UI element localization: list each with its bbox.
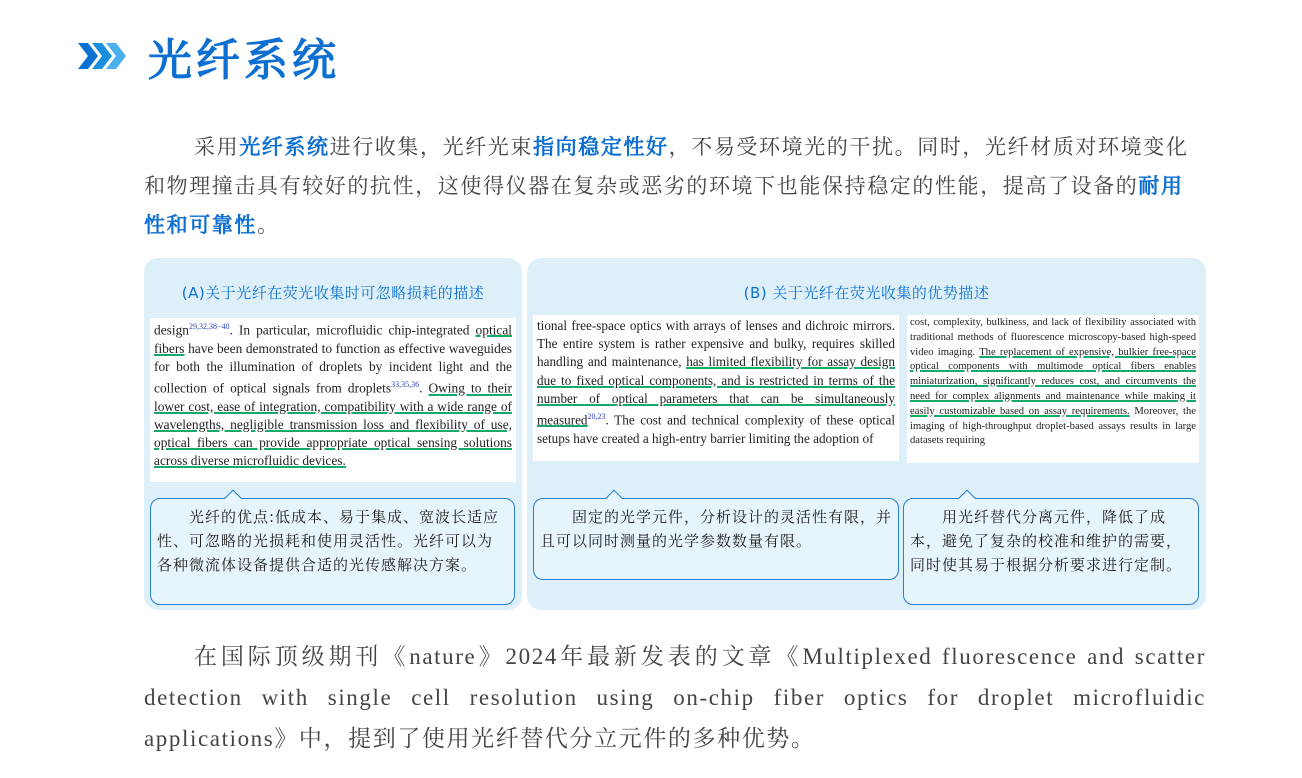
outro-paragraph: 在国际顶级期刊《nature》2024年最新发表的文章《Multiplexed fluorescence and scatter detection with single cell resolution using on-chip fiber optics for droplet microfluidic applications》中，提到了使用光纤替代分立元件的多种优势。 — [144, 644, 1206, 751]
excerpt-text: . — [419, 380, 429, 396]
citation: 20,23 — [587, 412, 606, 422]
intro-paragraph — [144, 128, 1206, 245]
excerpt-text: tional free-space optics with arrays of lenses and dichroic mirrors. The entire system is rather expensive and bulky, requires skilled handling and maintenance, — [537, 318, 895, 370]
note-b-left: 固定的光学元件，分析设计的灵活性有限，并且可以同时测量的光学参数数量有限。 — [533, 498, 899, 580]
note-a: 光纤的优点:低成本、易于集成、宽波长适应性、可忽略的光损耗和使用灵活性。光纤可以为各种微流体设备提供合适的光传感解决方案。 — [150, 498, 515, 605]
section-header — [76, 26, 340, 86]
excerpt-text: Moreover, the imaging of high-throughput droplet-based assays results in large datasets requiring — [910, 405, 1196, 447]
intro-highlight: 指向稳定性好 — [533, 135, 669, 159]
paper-excerpt-a — [150, 318, 516, 482]
intro-highlight: 光纤系统 — [239, 135, 330, 159]
excerpt-text: cost, complexity, bulkiness, and lack of flexibility associated with traditional methods of fluorescence microscopy-based high-speed video imaging. — [910, 317, 1196, 358]
citation: 29,32,38−40 — [188, 322, 230, 331]
excerpt-underline: The replacement of expensive, bulkier free-space optical components with multimode optical fibers enables miniaturization, significantly reduces cost, and circumvents the need for complex alignments and maintenance while making it easily customizable based on assay requirements. — [910, 346, 1196, 417]
excerpt-text: have been demonstrated to function as effective waveguides for both the illumination of droplets by incident light and the collection of optical signals from droplets — [154, 340, 512, 396]
intro-text: 进行收集，光纤光束 — [329, 135, 534, 159]
panel-a-title: (A)关于光纤在荧光收集时可忽略损耗的描述 — [181, 284, 485, 302]
excerpt-text: design — [154, 322, 189, 338]
note-b-right: 用光纤替代分离元件，降低了成本，避免了复杂的校准和维护的需要，同时使其易于根据分析要求进行定制。 — [903, 498, 1199, 605]
intro-text: 。 — [257, 213, 280, 237]
panel-b-title: (B) 关于光纤在荧光收集的优势描述 — [743, 284, 990, 302]
triple-chevron-icon — [76, 41, 128, 71]
intro-text: 采用 — [194, 135, 240, 159]
excerpt-underline: Owing to their lower cost, ease of integration, compatibility with a wide range of wavelengths, negligible transmission loss and flexibility of use, optical fibers can provide appropriate optical sensing solutions across diverse microfluidic devices. — [154, 380, 512, 469]
excerpt-text: . In particular, microfluidic chip-integrated — [229, 322, 476, 338]
paper-excerpt-b-right — [907, 315, 1199, 463]
excerpt-underline: has limited flexibility for assay design due to fixed optical components, and is restricted in terms of the number of optical parameters that can be simultaneously measured — [537, 354, 895, 428]
intro-highlight: 耐用性和可靠性 — [144, 174, 1184, 237]
page-title: 光纤系统 — [148, 35, 340, 86]
excerpt-underline: optical fibers — [154, 322, 512, 356]
citation: 33,35,36 — [391, 380, 420, 390]
paper-excerpt-b-left — [533, 315, 899, 461]
excerpt-text: . The cost and technical complexity of these optical setups have created a high-entry barrier limiting the adoption of — [537, 412, 895, 446]
intro-text: ，不易受环境光的干扰。同时，光纤材质对环境变化和物理撞击具有较好的抗性，这使得仪器在复杂或恶劣的环境下也能保持稳定的性能，提高了设备的 — [144, 135, 1189, 198]
